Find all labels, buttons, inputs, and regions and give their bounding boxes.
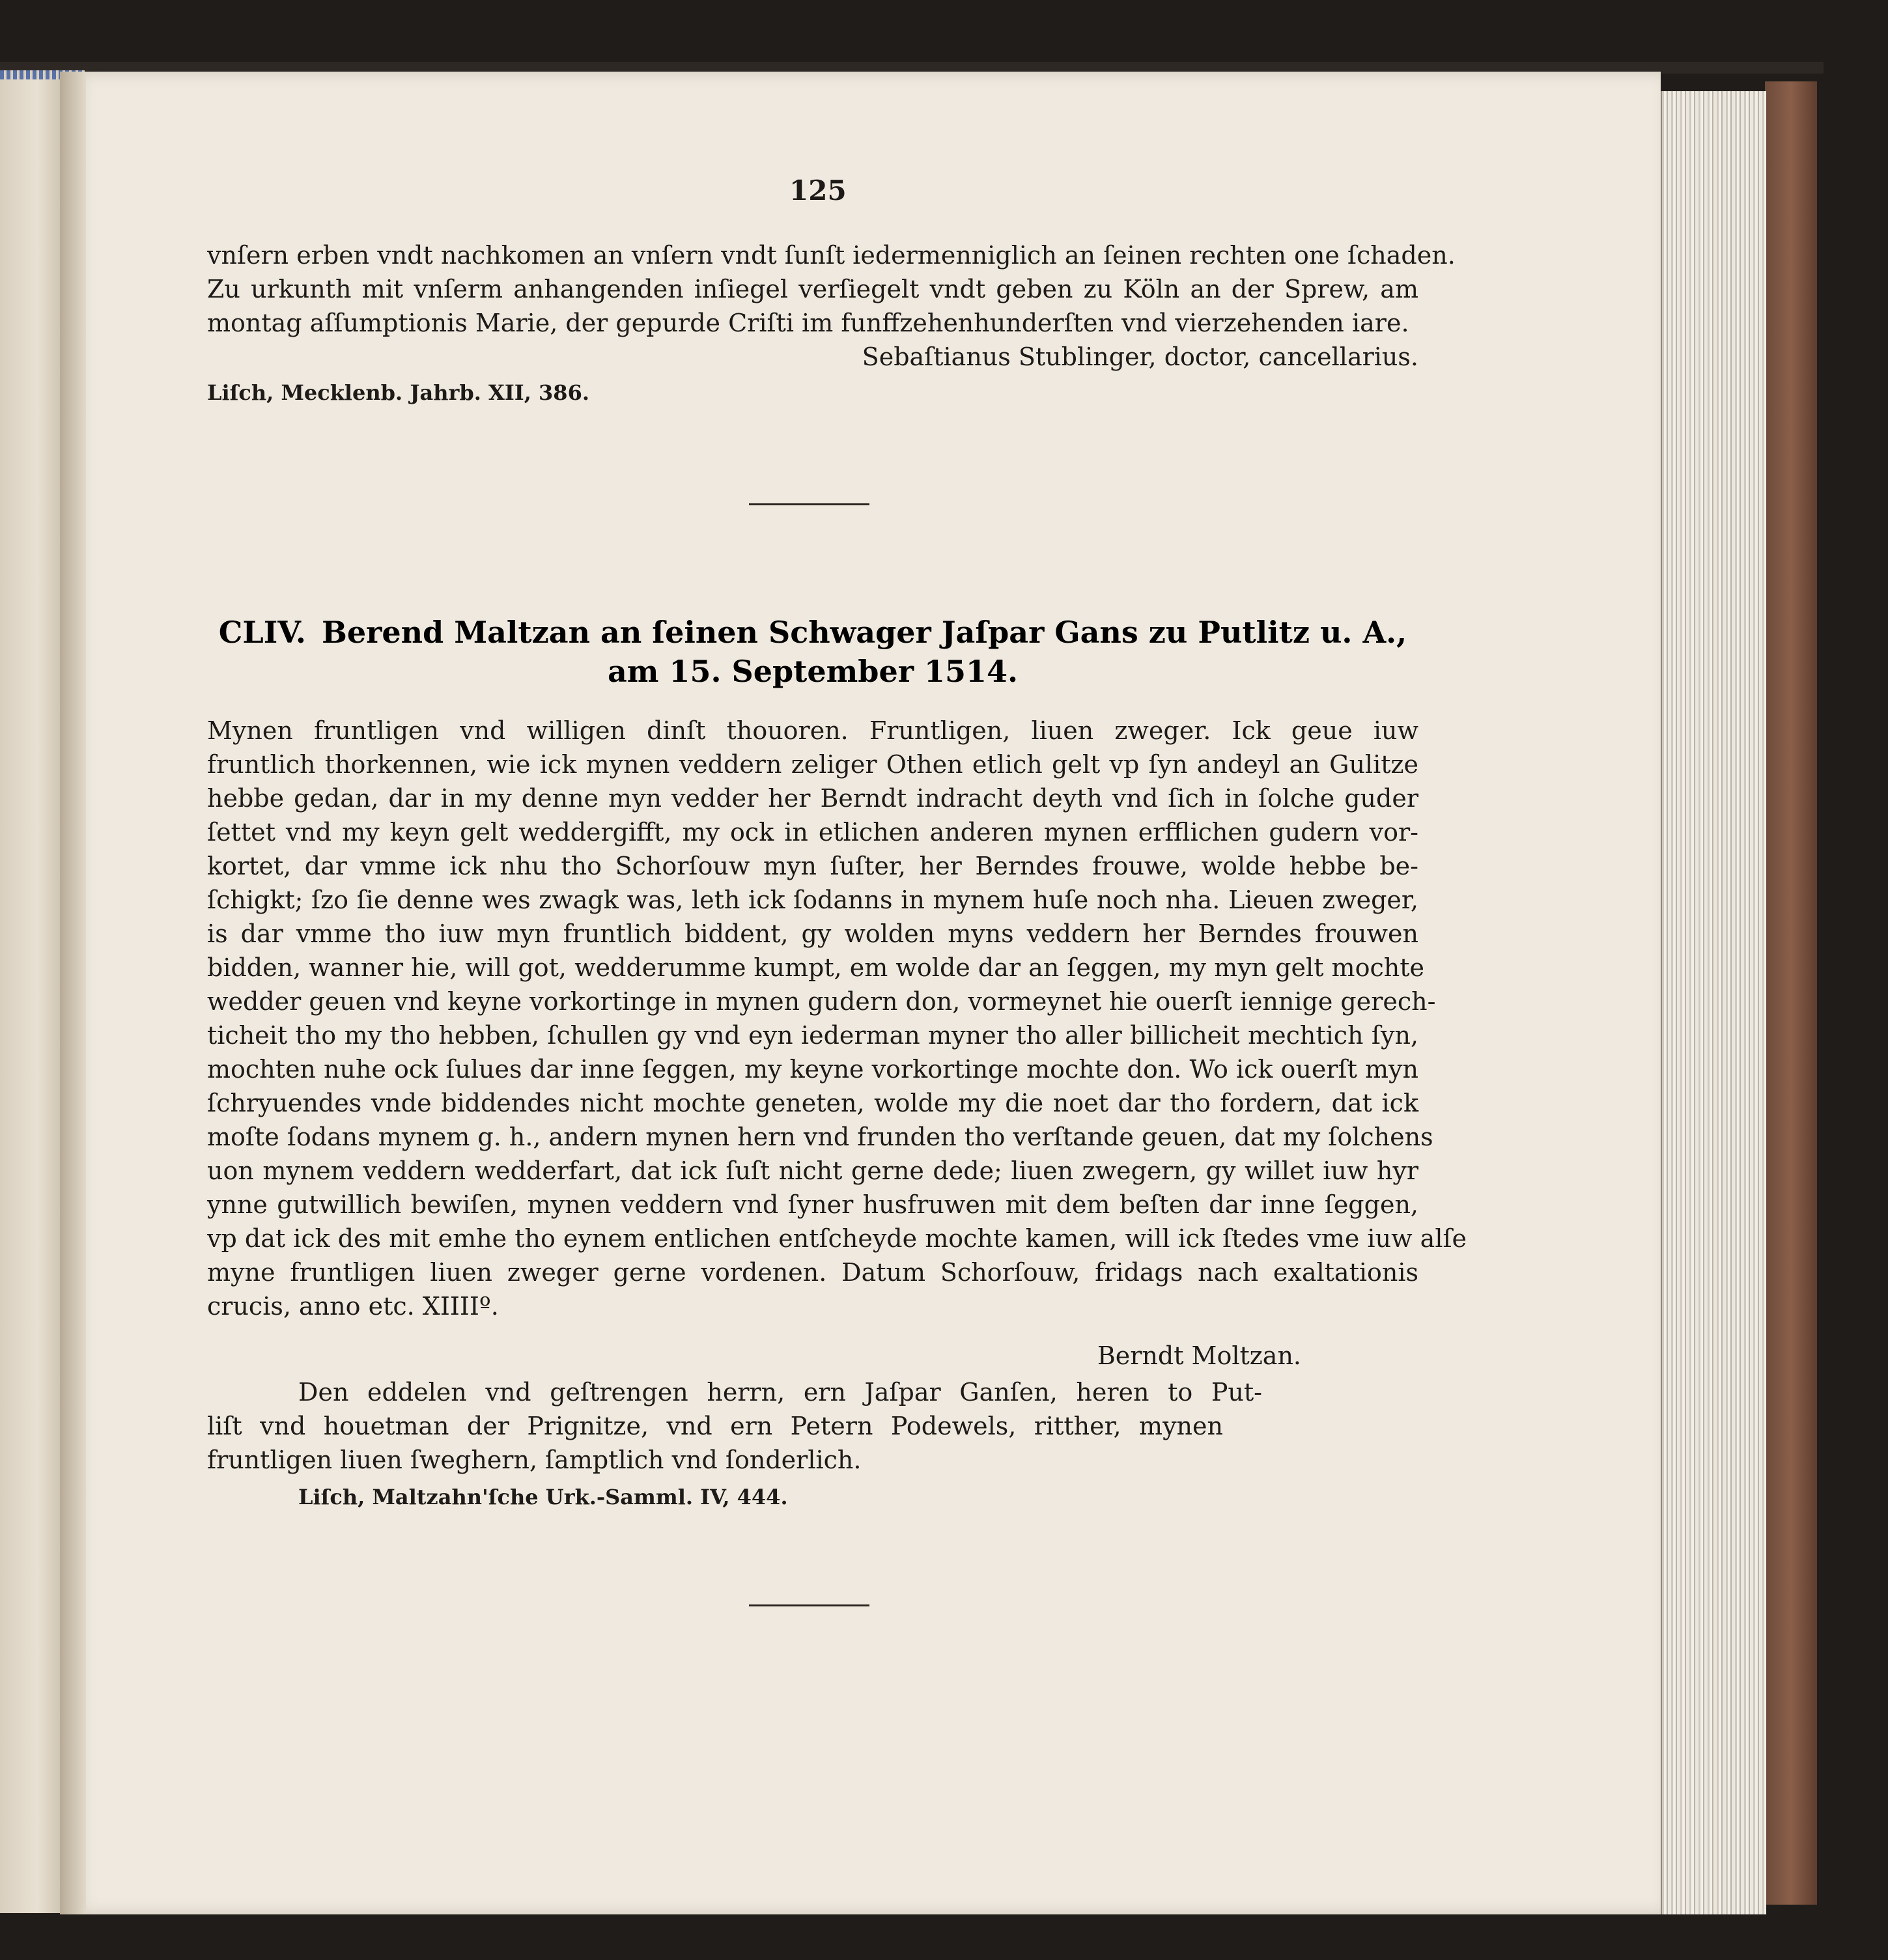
body-line: ſchigkt; ſzo ſie denne wes zwagk was, leth ick ſodanns in mynem huſe noch nha. Lieuen zweger, [207, 886, 1418, 914]
text-line: vnſern erben vndt nachkomen an vnſern vndt ſunſt iedermenniglich an ſeinen rechten one ſchaden. [207, 241, 1456, 270]
body-line: wedder geuen vnd keyne vorkortinge in mynen gudern don, vormeynet hie ouerſt iennige gerech- [207, 987, 1436, 1016]
body-line: myne fruntligen liuen zweger gerne vordenen. Datum Schorſouw, fridags nach exaltationis [207, 1258, 1418, 1287]
address-line: fruntligen liuen ſweghern, ſamptlich vnd ſonderlich. [207, 1446, 862, 1474]
body-line: moſte ſodans mynem g. h., andern mynen hern vnd frunden tho verſtande geuen, dat my ſolchens [207, 1123, 1433, 1151]
body-line: bidden, wanner hie, will got, wedderumme kumpt, em wolde dar an ſeggen, my myn gelt mochte [207, 953, 1424, 982]
text-line: Zu urkunth mit vnſerm anhangenden inſiegel verſiegelt vndt geben zu Köln an der Sprew, am [207, 275, 1418, 303]
signature-moltzan: Berndt Moltzan. [1097, 1341, 1301, 1370]
body-line: is dar vmme tho iuw myn fruntlich biddent, gy wolden myns veddern her Berndes frouwen [207, 919, 1418, 948]
document-number: CLIV. [218, 615, 306, 650]
body-line: hebbe gedan, dar in my denne myn vedder her Berndt indracht deyth vnd ſich in ſolche guder [207, 784, 1418, 813]
body-line: fruntlich thorkennen, wie ick mynen veddern zeliger Othen etlich gelt vp ſyn andeyl an Gulitze [207, 750, 1418, 779]
body-line: Mynen fruntligen vnd willigen dinſt thouoren. Fruntligen, liuen zweger. Ick geue iuw [207, 716, 1418, 745]
section-divider [749, 503, 869, 505]
body-line: ynne gutwillich bewiſen, mynen veddern vnd ſyner husfruwen mit dem beſten dar inne ſeggen, [207, 1190, 1418, 1219]
body-line: ticheit tho my tho hebben, ſchullen gy vnd eyn iederman myner tho aller billicheit mechtich ſyn, [207, 1021, 1418, 1050]
left-page-edge [0, 70, 63, 1913]
document-heading [207, 613, 1418, 651]
source-citation: Liſch, Maltzahn'ſche Urk.-Samml. IV, 444. [298, 1485, 788, 1509]
source-citation: Liſch, Mecklenb. Jahrb. XII, 386. [207, 380, 589, 405]
body-line: mochten nuhe ock ſulues dar inne ſeggen, my keyne vorkortinge mochte don. Wo ick ouerſt myn [207, 1055, 1418, 1084]
document-title: Berend Maltzan an ſeinen Schwager Jaſpar Gans zu Putlitz u. A., [321, 615, 1407, 650]
page-stack-edges [1661, 91, 1766, 1914]
body-line: kortet, dar vmme ick nhu tho Schorſouw myn ſuſter, her Berndes frouwe, wolde hebbe be- [207, 852, 1418, 880]
body-line: uon mynem veddern wedderfart, dat ick ſuſt nicht gerne dede; liuen zwegern, gy willet iuw hyr [207, 1156, 1418, 1185]
book-cover-edge [1765, 81, 1817, 1905]
address-line: Den eddelen vnd geſtrengen herrn, ern Jaſpar Ganſen, heren to Put- [298, 1378, 1262, 1407]
body-line: vp dat ick des mit emhe tho eynem entlichen entſcheyde mochte kamen, will ick ſtedes vme iuw alſe [207, 1224, 1467, 1253]
body-line: ſchryuendes vnde biddendes nicht mochte geneten, wolde my die noet dar tho fordern, dat ick [207, 1089, 1418, 1117]
book-gutter [60, 72, 86, 1914]
section-divider [749, 1604, 869, 1606]
signature-stublinger: Sebaſtianus Stublinger, doctor, cancellarius. [862, 343, 1418, 371]
page-number: 125 [789, 175, 847, 206]
text-line: montag aſſumptionis Marie, der gepurde Criſti im funffzehenhunderſten vnd vierzehenden iare. [207, 309, 1409, 337]
document-date: am 15. September 1514. [607, 654, 1019, 689]
body-line: ſettet vnd my keyn gelt weddergifft, my ock in etlichen anderen mynen erfflichen gudern vor- [207, 818, 1418, 847]
address-line: liſt vnd houetman der Prignitze, vnd ern Petern Podewels, ritther, mynen [207, 1412, 1223, 1440]
body-line: crucis, anno etc. XIIIIº. [207, 1292, 499, 1321]
